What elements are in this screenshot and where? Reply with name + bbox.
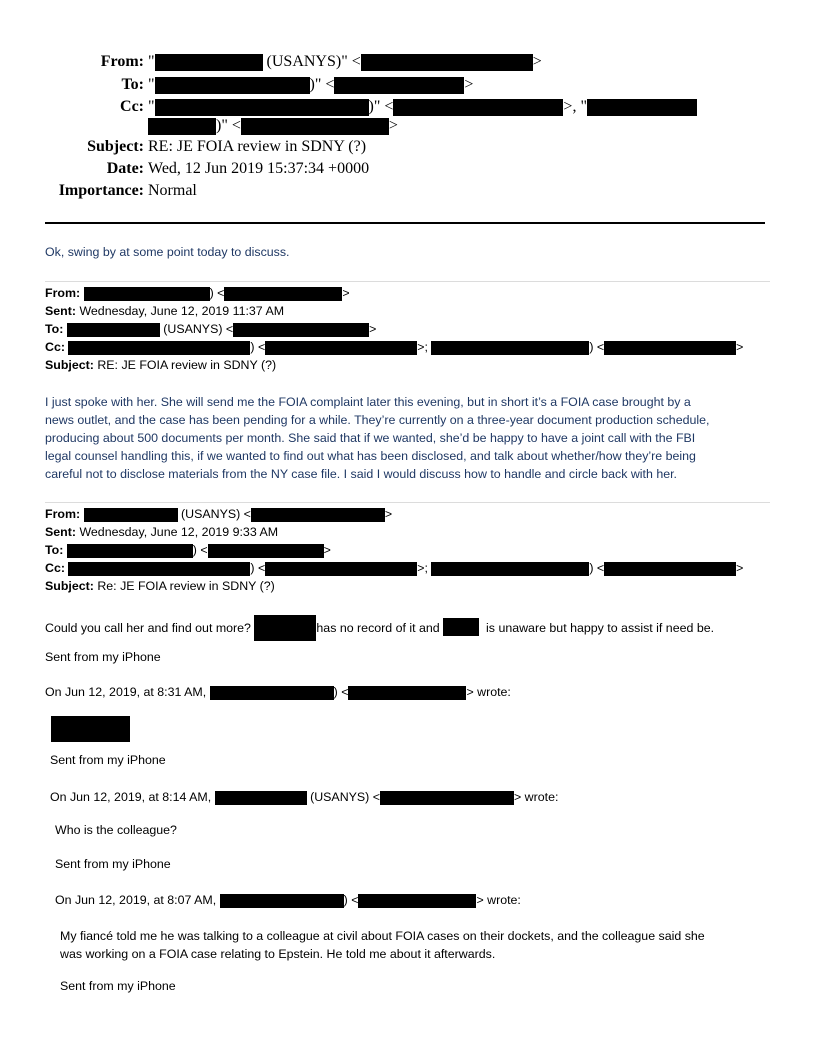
- redaction: [220, 894, 344, 908]
- message2-subject-value: RE: JE FOIA review in SDNY (?): [97, 358, 277, 372]
- message2-cc-row: Cc: ) < >; ) < >: [45, 340, 744, 354]
- redaction: [155, 54, 263, 71]
- quote1-signature: Sent from my iPhone: [50, 753, 166, 767]
- redaction: [358, 894, 476, 908]
- redaction: [334, 77, 464, 94]
- redaction: [155, 99, 369, 116]
- message-divider: [45, 281, 770, 282]
- message3-sent-label: Sent:: [45, 525, 76, 539]
- header-cc-row: Cc: " )" < >, ": [0, 98, 697, 116]
- redaction: [68, 341, 250, 355]
- redaction: [431, 341, 589, 355]
- quote2-paren: (USANYS): [310, 790, 370, 804]
- redaction: [84, 287, 210, 301]
- header-divider: [45, 222, 765, 224]
- message2-body-line: legal counsel handling this, if we wanted to find out what has been disclosed, and talk about whether/how they’re being: [45, 449, 696, 463]
- message2-to-paren: (USANYS): [163, 322, 223, 336]
- importance-value: Normal: [148, 182, 197, 199]
- redaction: [155, 77, 310, 94]
- message3-subject-value: Re: JE FOIA review in SDNY (?): [97, 579, 275, 593]
- header-from-row: From: " (USANYS)" < >: [0, 53, 542, 71]
- message3-body-part: is unaware but happy to assist if need be.: [486, 621, 715, 635]
- message2-subject-label: Subject:: [45, 358, 94, 372]
- message2-from-row: From: ) < >: [45, 286, 350, 300]
- redaction: [431, 562, 589, 576]
- quote1-intro-row: On Jun 12, 2019, at 8:31 AM, ) < > wrote:: [45, 685, 511, 699]
- redaction: [67, 323, 160, 337]
- redaction: [265, 562, 417, 576]
- redaction: [443, 618, 479, 636]
- redaction: [604, 562, 736, 576]
- date-value: Wed, 12 Jun 2019 15:37:34 +0000: [148, 160, 370, 177]
- message3-body-part: has no record of it and: [316, 621, 440, 635]
- redaction: [361, 54, 533, 71]
- message3-sent-row: [45, 525, 278, 539]
- message3-to-row: To: ) < >: [45, 543, 331, 557]
- message3-body-part: Could you call her and find out more?: [45, 621, 251, 635]
- quote2-intro: On Jun 12, 2019, at 8:14 AM,: [50, 790, 212, 804]
- quote3-wrote: > wrote:: [476, 893, 521, 907]
- redaction: [67, 544, 193, 558]
- redaction: [51, 716, 130, 742]
- redaction: [84, 508, 178, 522]
- date-label: Date:: [106, 160, 144, 177]
- message3-cc-row: Cc: ) < >; ) < >: [45, 561, 744, 575]
- header-date-row: [0, 160, 369, 178]
- quote3-signature: Sent from my iPhone: [60, 979, 176, 993]
- redaction: [265, 341, 417, 355]
- redaction: [251, 508, 385, 522]
- message3-body: [45, 615, 714, 641]
- redaction: [148, 118, 216, 135]
- quote2-body: Who is the colleague?: [55, 823, 177, 837]
- quote1-wrote: > wrote:: [466, 685, 511, 699]
- header-subject-row: [0, 138, 366, 156]
- message3-subject-label: Subject:: [45, 579, 94, 593]
- redaction: [224, 287, 342, 301]
- redaction: [380, 791, 514, 805]
- message3-subject-row: [45, 579, 275, 593]
- redaction: [587, 99, 697, 116]
- message2-sent-row: [45, 304, 284, 318]
- message2-sent-label: Sent:: [45, 304, 76, 318]
- message2-body: [45, 393, 773, 483]
- redaction: [215, 791, 307, 805]
- from-paren: (USANYS)": [266, 53, 348, 70]
- redaction: [254, 615, 316, 641]
- message2-sent-value: Wednesday, June 12, 2019 11:37 AM: [79, 304, 285, 318]
- subject-value: RE: JE FOIA review in SDNY (?): [148, 138, 367, 155]
- message3-sent-value: Wednesday, June 12, 2019 9:33 AM: [79, 525, 279, 539]
- from-label: From:: [100, 53, 144, 70]
- message2-cc-label: Cc:: [45, 340, 65, 354]
- message2-to-label: To:: [45, 322, 64, 336]
- importance-label: Importance:: [58, 182, 144, 199]
- subject-label: Subject:: [87, 138, 144, 155]
- message3-from-paren: (USANYS): [181, 507, 241, 521]
- redaction: [393, 99, 563, 116]
- header-cc-row-2: )" < >: [148, 117, 398, 135]
- header-importance-row: [0, 182, 197, 200]
- quote2-wrote: > wrote:: [514, 790, 559, 804]
- message2-body-line: producing about 500 documents per month. She said that if we wanted, she’d be happy to have a joint call with the FBI: [45, 431, 696, 445]
- redaction: [241, 118, 389, 135]
- message3-from-row: From: (USANYS) < >: [45, 507, 393, 521]
- quote3-body: [60, 927, 705, 963]
- message-divider: [45, 502, 770, 503]
- redaction: [210, 686, 334, 700]
- quote3-intro-row: On Jun 12, 2019, at 8:07 AM, ) < > wrote:: [55, 893, 521, 907]
- message3-cc-label: Cc:: [45, 561, 65, 575]
- quote1-intro: On Jun 12, 2019, at 8:31 AM,: [45, 685, 207, 699]
- cc-label: Cc:: [120, 98, 144, 115]
- redaction: [233, 323, 369, 337]
- message3-to-label: To:: [45, 543, 64, 557]
- message2-subject-row: [45, 358, 276, 372]
- message3-from-label: From:: [45, 507, 81, 521]
- quote2-signature: Sent from my iPhone: [55, 857, 171, 871]
- message1-body: Ok, swing by at some point today to discuss.: [45, 245, 290, 259]
- quote3-body-line: was working on a FOIA case relating to Epstein. He told me about it afterwards.: [60, 947, 496, 961]
- quote3-intro: On Jun 12, 2019, at 8:07 AM,: [55, 893, 217, 907]
- to-label: To:: [121, 76, 144, 93]
- header-to-row: To: " )" < >: [0, 76, 473, 94]
- redaction: [604, 341, 736, 355]
- redaction: [68, 562, 250, 576]
- message2-body-line: careful not to disclose materials from the NY case file. I said I would discuss how to handle and circle back with her.: [45, 467, 678, 481]
- message2-to-row: To: (USANYS) < >: [45, 322, 377, 336]
- redaction: [208, 544, 324, 558]
- quote2-intro-row: On Jun 12, 2019, at 8:14 AM, (USANYS) < > wrote:: [50, 790, 559, 804]
- message3-signature: Sent from my iPhone: [45, 650, 161, 664]
- quote3-body-line: My fiancé told me he was talking to a colleague at civil about FOIA cases on their dockets, and the colleague said she: [60, 929, 705, 943]
- message2-body-line: news outlet, and the case has been pending for a while. They’re currently on a three-year document production schedule,: [45, 413, 710, 427]
- message2-from-label: From:: [45, 286, 81, 300]
- redaction: [348, 686, 466, 700]
- message2-body-line: I just spoke with her. She will send me the FOIA complaint later this evening, but in short it’s a FOIA case brought by a: [45, 395, 691, 409]
